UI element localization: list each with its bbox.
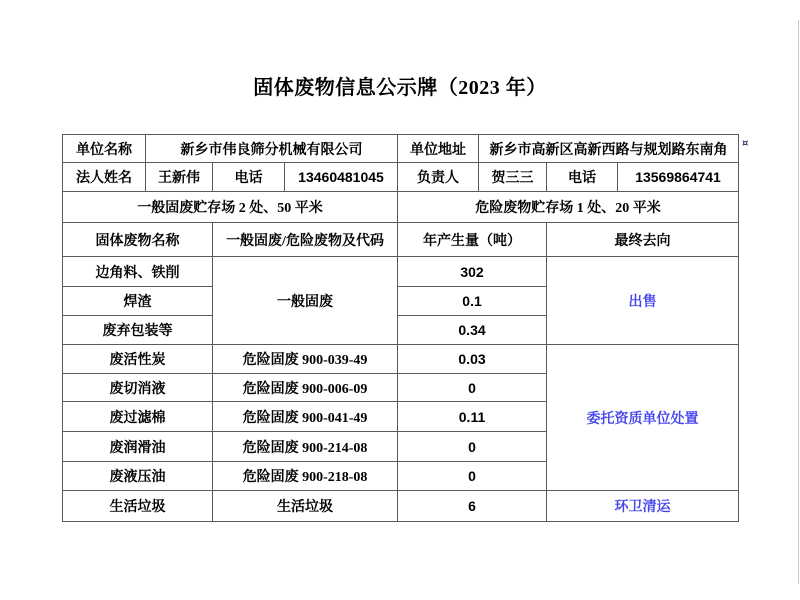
waste-name: 废弃包装等 <box>63 316 213 345</box>
manager-phone-value: 13569864741 <box>618 163 739 192</box>
waste-code: 危险固废 900-039-49 <box>213 345 398 374</box>
waste-amount: 0.34 <box>398 316 547 345</box>
waste-amount: 0 <box>398 374 547 402</box>
waste-code: 危险固废 900-218-08 <box>213 462 398 491</box>
waste-amount: 0 <box>398 432 547 462</box>
page-title: 固体废物信息公示牌（2023 年） <box>253 77 547 99</box>
manager-phone-label: 电话 <box>547 163 618 192</box>
unit-address-value: 新乡市高新区高新西路与规划路东南角 <box>479 135 739 163</box>
hazardous-storage-info: 危险废物贮存场 1 处、20 平米 <box>398 192 739 223</box>
unit-name-value: 新乡市伟良筛分机械有限公司 <box>146 135 398 163</box>
waste-name: 废活性炭 <box>63 345 213 374</box>
waste-name: 生活垃圾 <box>63 491 213 522</box>
waste-amount: 0 <box>398 462 547 491</box>
table-row <box>63 163 739 192</box>
legal-phone-value: 13460481045 <box>285 163 398 192</box>
unit-name-label: 单位名称 <box>63 135 146 163</box>
header-destination: 最终去向 <box>547 223 739 257</box>
waste-code: 生活垃圾 <box>213 491 398 522</box>
waste-amount: 0.03 <box>398 345 547 374</box>
waste-code: 危险固废 900-214-08 <box>213 432 398 462</box>
waste-name: 废液压油 <box>63 462 213 491</box>
general-destination: 出售 <box>547 257 739 345</box>
waste-name: 废切消液 <box>63 374 213 402</box>
table-row <box>63 135 739 163</box>
header-waste-code: 一般固废/危险废物及代码 <box>213 223 398 257</box>
waste-code: 危险固废 900-006-09 <box>213 374 398 402</box>
table-row <box>63 345 739 374</box>
general-waste-type: 一般固废 <box>213 257 398 345</box>
waste-name: 边角料、铁削 <box>63 257 213 287</box>
waste-name: 废过滤棉 <box>63 402 213 432</box>
household-destination: 环卫清运 <box>547 491 739 522</box>
manager-label: 负责人 <box>398 163 479 192</box>
table-row <box>63 192 739 223</box>
waste-amount: 0.11 <box>398 402 547 432</box>
general-storage-info: 一般固废贮存场 2 处、50 平米 <box>63 192 398 223</box>
page-edge-line <box>798 20 799 584</box>
table-row <box>63 257 739 287</box>
unit-address-label: 单位地址 <box>398 135 479 163</box>
manager-value: 贺三三 <box>479 163 547 192</box>
waste-name: 焊渣 <box>63 287 213 316</box>
waste-info-table <box>62 134 739 522</box>
table-row-end-marker: ¤ <box>742 138 749 149</box>
waste-amount: 0.1 <box>398 287 547 316</box>
legal-person-label: 法人姓名 <box>63 163 146 192</box>
waste-amount: 6 <box>398 491 547 522</box>
legal-person-value: 王新伟 <box>146 163 213 192</box>
table-header-row <box>63 223 739 257</box>
header-annual-amount: 年产生量（吨） <box>398 223 547 257</box>
hazardous-destination: 委托资质单位处置 <box>547 345 739 491</box>
table-row <box>63 491 739 522</box>
waste-code: 危险固废 900-041-49 <box>213 402 398 432</box>
waste-amount: 302 <box>398 257 547 287</box>
waste-name: 废润滑油 <box>63 432 213 462</box>
header-waste-name: 固体废物名称 <box>63 223 213 257</box>
legal-phone-label: 电话 <box>213 163 285 192</box>
